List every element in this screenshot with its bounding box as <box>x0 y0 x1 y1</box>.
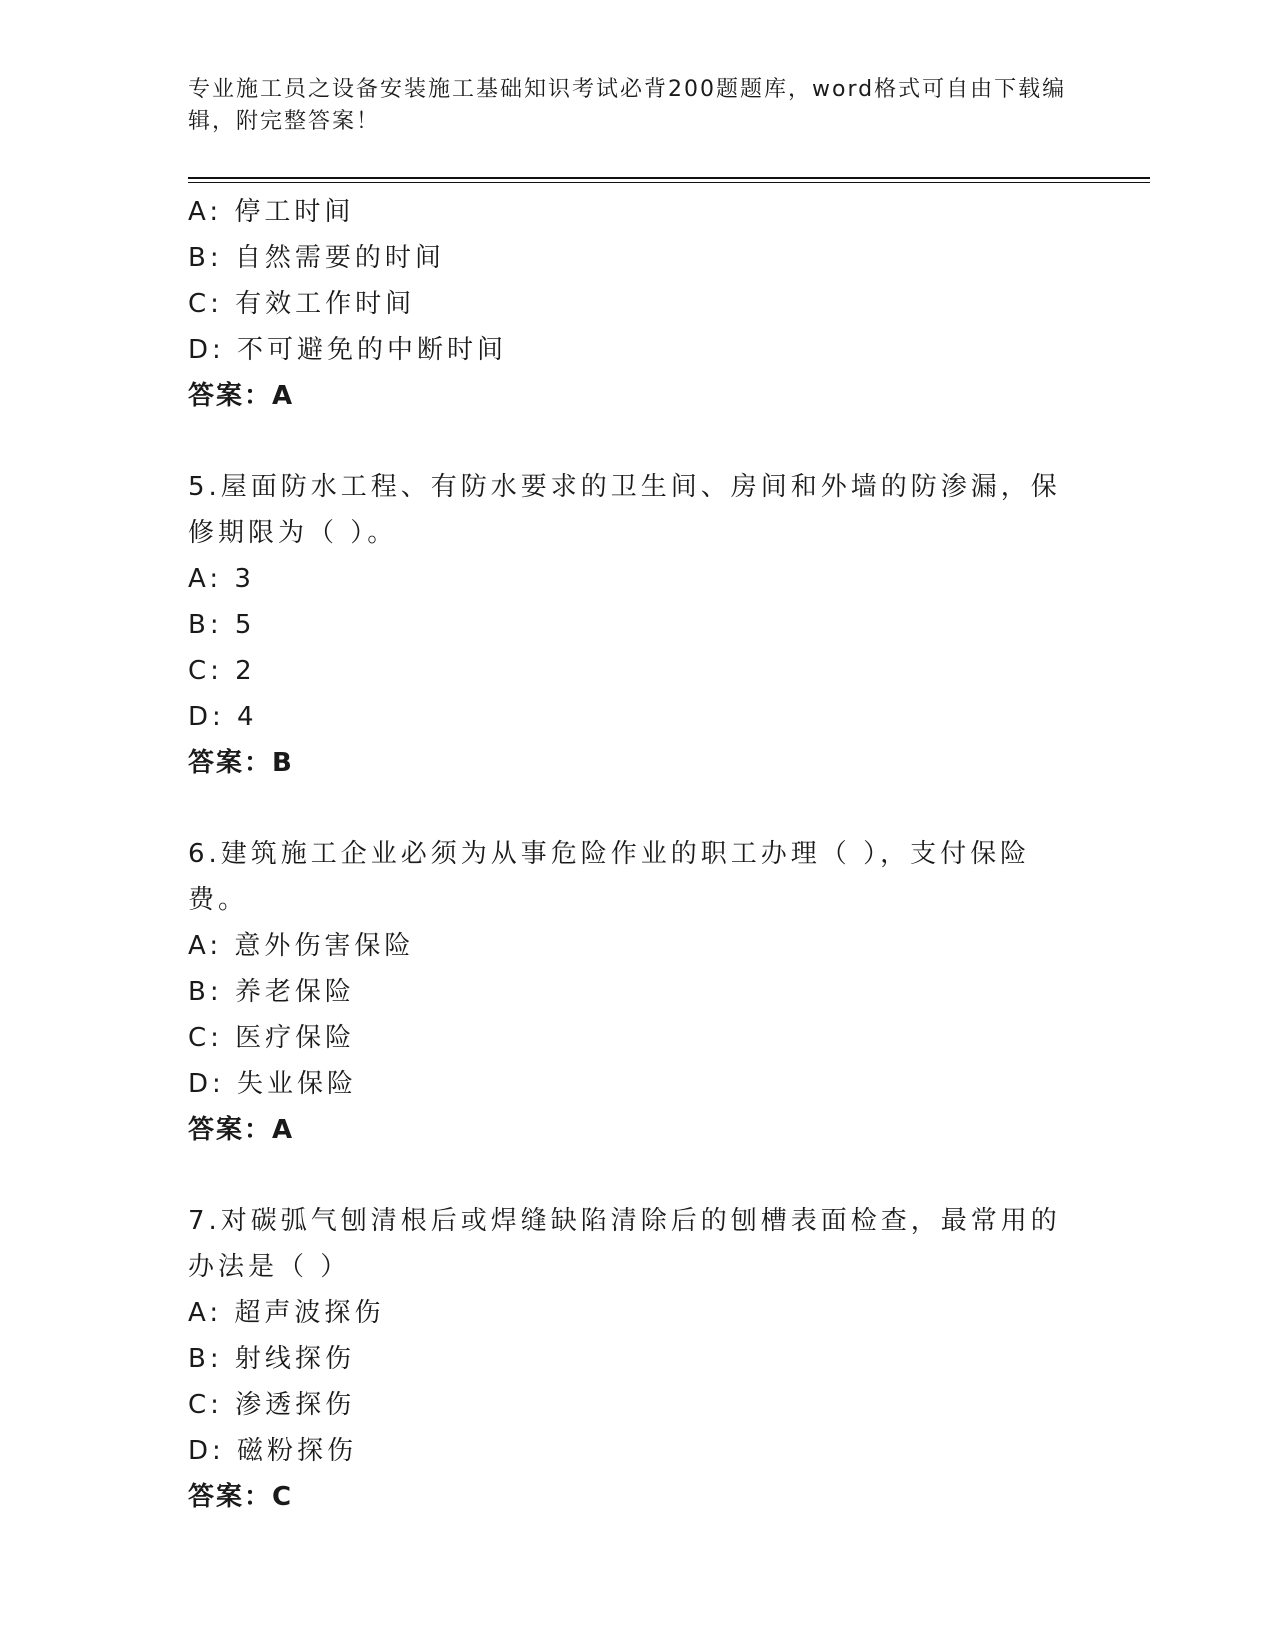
option-b: B: 自然需要的时间 <box>188 243 445 273</box>
question-title: 6.建筑施工企业必须为从事危险作业的职工办理（ ），支付保险费。 <box>188 839 1031 915</box>
option-c: C: 医疗保险 <box>188 1023 356 1053</box>
answer: 答案：C <box>188 1482 294 1512</box>
header-divider-thin <box>188 182 1150 183</box>
option-c: C: 2 <box>188 656 256 686</box>
question-6 <box>188 831 1088 1153</box>
option-a: A: 意外伤害保险 <box>188 931 415 961</box>
option-b: B: 射线探伤 <box>188 1344 355 1374</box>
header-divider <box>188 177 1150 179</box>
option-b: B: 5 <box>188 610 256 640</box>
option-d: D: 4 <box>188 702 258 732</box>
document-header: 专业施工员之设备安装施工基础知识考试必背200题题库，word格式可自由下载编辑，附完整答案！ <box>188 77 1067 134</box>
question-list <box>188 189 1088 1520</box>
option-a: A: 3 <box>188 564 255 594</box>
question-7 <box>188 1198 1088 1520</box>
option-b: B: 养老保险 <box>188 977 355 1007</box>
question-5 <box>188 464 1088 786</box>
question-title: 5.屋面防水工程、有防水要求的卫生间、房间和外墙的防渗漏，保修期限为（ ）。 <box>188 472 1061 548</box>
answer: 答案：A <box>188 381 295 411</box>
answer: 答案：B <box>188 748 294 778</box>
option-a: A: 停工时间 <box>188 197 355 227</box>
option-a: A: 超声波探伤 <box>188 1298 385 1328</box>
option-d: D: 不可避免的中断时间 <box>188 335 508 365</box>
option-d: D: 失业保险 <box>188 1069 358 1099</box>
question-title: 7.对碳弧气刨清根后或焊缝缺陷清除后的刨槽表面检查，最常用的办法是（ ） <box>188 1206 1061 1282</box>
option-d: D: 磁粉探伤 <box>188 1436 358 1466</box>
option-c: C: 渗透探伤 <box>188 1390 356 1420</box>
answer: 答案：A <box>188 1115 295 1145</box>
question-4 <box>188 189 1088 419</box>
option-c: C: 有效工作时间 <box>188 289 416 319</box>
